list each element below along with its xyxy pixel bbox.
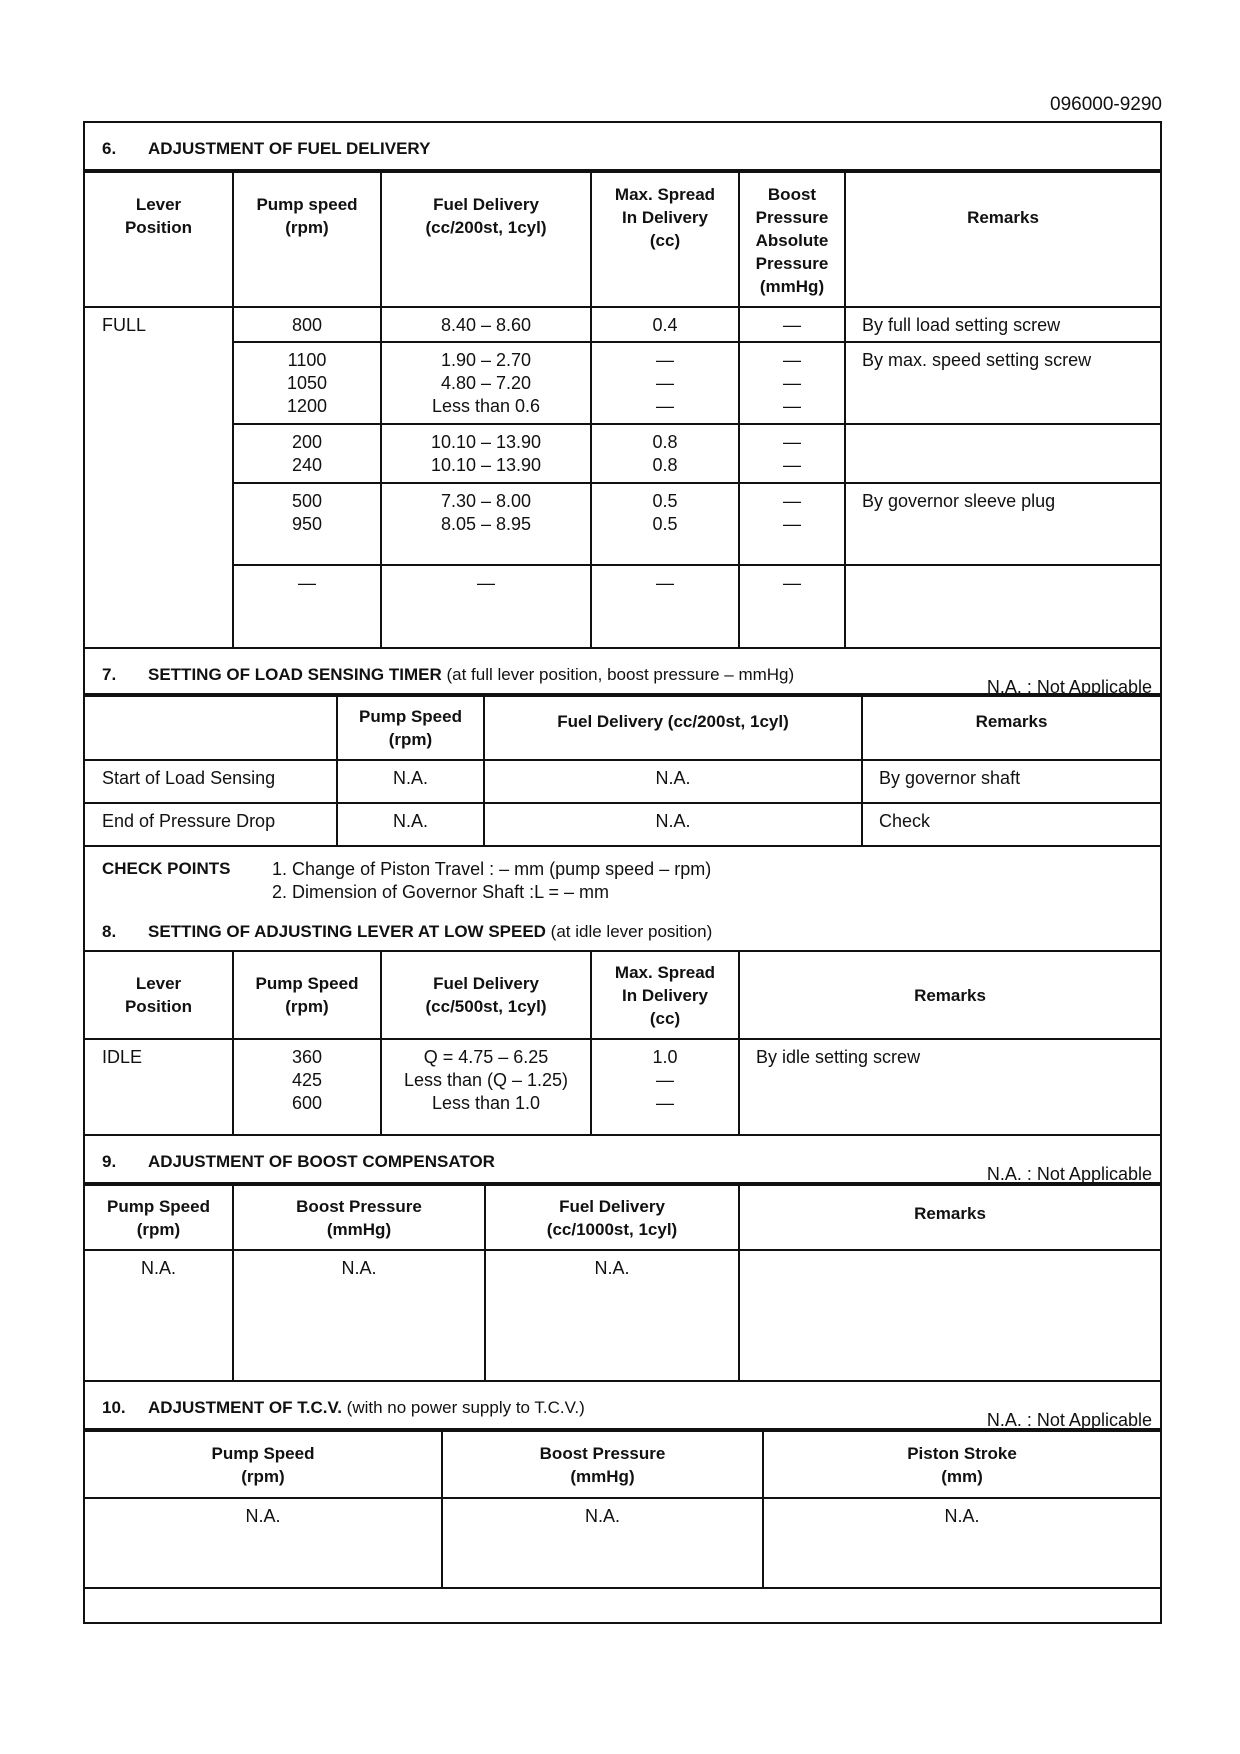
- col-header-boost-pressure: Boost Pressure (mmHg): [233, 1185, 485, 1250]
- table-row: [85, 1039, 1160, 1135]
- col-header-boost-pressure: Boost Pressure Absolute Pressure (mmHg): [739, 172, 845, 307]
- section-6-title: [148, 139, 430, 159]
- document-number: 096000-9290: [1050, 94, 1162, 115]
- max-spread-cell: —: [591, 565, 739, 647]
- boost-pressure-cell: —: [739, 307, 845, 342]
- col-header-max-spread: Max. Spread In Delivery (cc): [591, 951, 739, 1039]
- table-header-row: [85, 1431, 1160, 1498]
- col-header-fuel-delivery: Fuel Delivery (cc/1000st, 1cyl): [485, 1185, 739, 1250]
- section-10-number: 10.: [102, 1398, 126, 1417]
- boost-pressure-cell: N.A.: [442, 1498, 763, 1588]
- table-row: [85, 565, 1160, 647]
- col-header-pump-speed: Pump Speed (rpm): [85, 1185, 233, 1250]
- table-row: [85, 342, 1160, 424]
- boost-pressure-cell: — —: [739, 424, 845, 483]
- table-row: [85, 1250, 1160, 1381]
- remarks-cell: By governor shaft: [862, 760, 1160, 803]
- remarks-cell: By idle setting screw: [739, 1039, 1160, 1135]
- section-7-title-note: (at full lever position, boost pressure – mmHg): [441, 665, 795, 684]
- fuel-delivery-cell: Q = 4.75 – 6.25 Less than (Q – 1.25) Less than 1.0: [381, 1039, 591, 1135]
- max-spread-cell: 0.4: [591, 307, 739, 342]
- lever-position-cell: FULL: [85, 307, 233, 647]
- col-header-remarks: Remarks: [845, 172, 1160, 307]
- remarks-cell: [845, 565, 1160, 647]
- boost-pressure-cell: — — —: [739, 342, 845, 424]
- section-9-title: [148, 1152, 495, 1172]
- remarks-cell: [739, 1250, 1160, 1381]
- section-6-number: 6.: [102, 139, 117, 158]
- fuel-delivery-cell: N.A.: [484, 760, 862, 803]
- fuel-delivery-cell: 7.30 – 8.00 8.05 – 8.95: [381, 483, 591, 565]
- col-header-remarks: Remarks: [739, 1185, 1160, 1250]
- fuel-delivery-cell: —: [381, 565, 591, 647]
- row-label-cell: End of Pressure Drop: [85, 803, 337, 846]
- col-header-fuel-delivery: Fuel Delivery (cc/200st, 1cyl): [484, 696, 862, 760]
- section-10-title: [148, 1398, 585, 1418]
- remarks-cell: By full load setting screw: [845, 307, 1160, 342]
- max-spread-cell: 1.0 — —: [591, 1039, 739, 1135]
- section-6-header: [85, 123, 1160, 171]
- pump-speed-cell: N.A.: [337, 760, 484, 803]
- boost-pressure-cell: N.A.: [233, 1250, 485, 1381]
- table-row: [85, 760, 1160, 803]
- load-sensing-timer-table: [85, 695, 1160, 847]
- table-row: [85, 424, 1160, 483]
- col-header-pump-speed: Pump Speed (rpm): [85, 1431, 442, 1498]
- table-header-row: [85, 951, 1160, 1039]
- section-9-number: 9.: [102, 1152, 117, 1171]
- col-header-pump-speed: Pump speed (rpm): [233, 172, 381, 307]
- pump-speed-cell: N.A.: [85, 1498, 442, 1588]
- fuel-delivery-cell: 8.40 – 8.60: [381, 307, 591, 342]
- boost-pressure-cell: — —: [739, 483, 845, 565]
- col-header-fuel-delivery: Fuel Delivery (cc/200st, 1cyl): [381, 172, 591, 307]
- check-point-2: 2. Dimension of Governor Shaft :L = – mm: [272, 882, 609, 902]
- table-row: [85, 307, 1160, 342]
- col-header-pump-speed: Pump Speed (rpm): [233, 951, 381, 1039]
- col-header-remarks: Remarks: [739, 951, 1160, 1039]
- col-header-remarks: Remarks: [862, 696, 1160, 760]
- tcv-adjustment-table: [85, 1430, 1160, 1589]
- spec-sheet-frame: [83, 121, 1162, 1624]
- max-spread-cell: — — —: [591, 342, 739, 424]
- table-header-row: [85, 172, 1160, 307]
- section-10-title-note: (with no power supply to T.C.V.): [341, 1398, 585, 1417]
- piston-stroke-cell: N.A.: [763, 1498, 1160, 1588]
- low-speed-lever-table: [85, 950, 1160, 1136]
- section-9-title-text: ADJUSTMENT OF BOOST COMPENSATOR: [148, 1152, 495, 1171]
- section-7-header: [85, 647, 1160, 695]
- pump-speed-cell: 800: [233, 307, 381, 342]
- row-label-cell: Start of Load Sensing: [85, 760, 337, 803]
- pump-speed-cell: —: [233, 565, 381, 647]
- col-header-boost-pressure: Boost Pressure (mmHg): [442, 1431, 763, 1498]
- check-points-block: [85, 847, 1160, 950]
- section-10-title-text: ADJUSTMENT OF T.C.V.: [148, 1398, 342, 1417]
- check-points-label: CHECK POINTS: [102, 859, 231, 878]
- max-spread-cell: 0.8 0.8: [591, 424, 739, 483]
- table-header-row: [85, 1185, 1160, 1250]
- lever-position-cell: IDLE: [85, 1039, 233, 1135]
- not-applicable-note: N.A. : Not Applicable: [986, 1164, 1152, 1184]
- col-header-piston-stroke: Piston Stroke (mm): [763, 1431, 1160, 1498]
- pump-speed-cell: 360 425 600: [233, 1039, 381, 1135]
- section-8-title: [148, 922, 712, 942]
- boost-compensator-table: [85, 1184, 1160, 1382]
- max-spread-cell: 0.5 0.5: [591, 483, 739, 565]
- section-10-header: [85, 1382, 1160, 1430]
- fuel-delivery-cell: N.A.: [484, 803, 862, 846]
- remarks-cell: Check: [862, 803, 1160, 846]
- section-9-header: [85, 1136, 1160, 1184]
- remarks-cell: By governor sleeve plug: [845, 483, 1160, 565]
- col-header-blank: [85, 696, 337, 760]
- check-point-1: 1. Change of Piston Travel : – mm (pump speed – rpm): [272, 859, 712, 879]
- pump-speed-cell: 1100 1050 1200: [233, 342, 381, 424]
- col-header-max-spread: Max. Spread In Delivery (cc): [591, 172, 739, 307]
- not-applicable-note: N.A. : Not Applicable: [986, 1410, 1152, 1430]
- fuel-delivery-cell: 10.10 – 13.90 10.10 – 13.90: [381, 424, 591, 483]
- col-header-lever-position: Lever Position: [85, 951, 233, 1039]
- pump-speed-cell: N.A.: [337, 803, 484, 846]
- section-8-title-text: SETTING OF ADJUSTING LEVER AT LOW SPEED: [148, 922, 546, 941]
- fuel-delivery-cell: 1.90 – 2.70 4.80 – 7.20 Less than 0.6: [381, 342, 591, 424]
- table-row: [85, 803, 1160, 846]
- section-8-title-note: (at idle lever position): [545, 922, 713, 941]
- section-7-title: [148, 665, 794, 685]
- col-header-lever-position: Lever Position: [85, 172, 233, 307]
- table-row: [85, 483, 1160, 565]
- section-7-number: 7.: [102, 665, 117, 684]
- section-6-title-text: ADJUSTMENT OF FUEL DELIVERY: [148, 139, 431, 158]
- pump-speed-cell: N.A.: [85, 1250, 233, 1381]
- boost-pressure-cell: —: [739, 565, 845, 647]
- remarks-cell: By max. speed setting screw: [845, 342, 1160, 424]
- pump-speed-cell: 200 240: [233, 424, 381, 483]
- section-8-number: 8.: [102, 922, 117, 941]
- not-applicable-note: N.A. : Not Applicable: [986, 677, 1152, 697]
- fuel-delivery-cell: N.A.: [485, 1250, 739, 1381]
- section-7-title-text: SETTING OF LOAD SENSING TIMER: [148, 665, 442, 684]
- pump-speed-cell: 500 950: [233, 483, 381, 565]
- remarks-cell: [845, 424, 1160, 483]
- col-header-fuel-delivery: Fuel Delivery (cc/500st, 1cyl): [381, 951, 591, 1039]
- table-row: [85, 1498, 1160, 1588]
- fuel-delivery-table: [85, 171, 1160, 647]
- col-header-pump-speed: Pump Speed (rpm): [337, 696, 484, 760]
- table-header-row: [85, 696, 1160, 760]
